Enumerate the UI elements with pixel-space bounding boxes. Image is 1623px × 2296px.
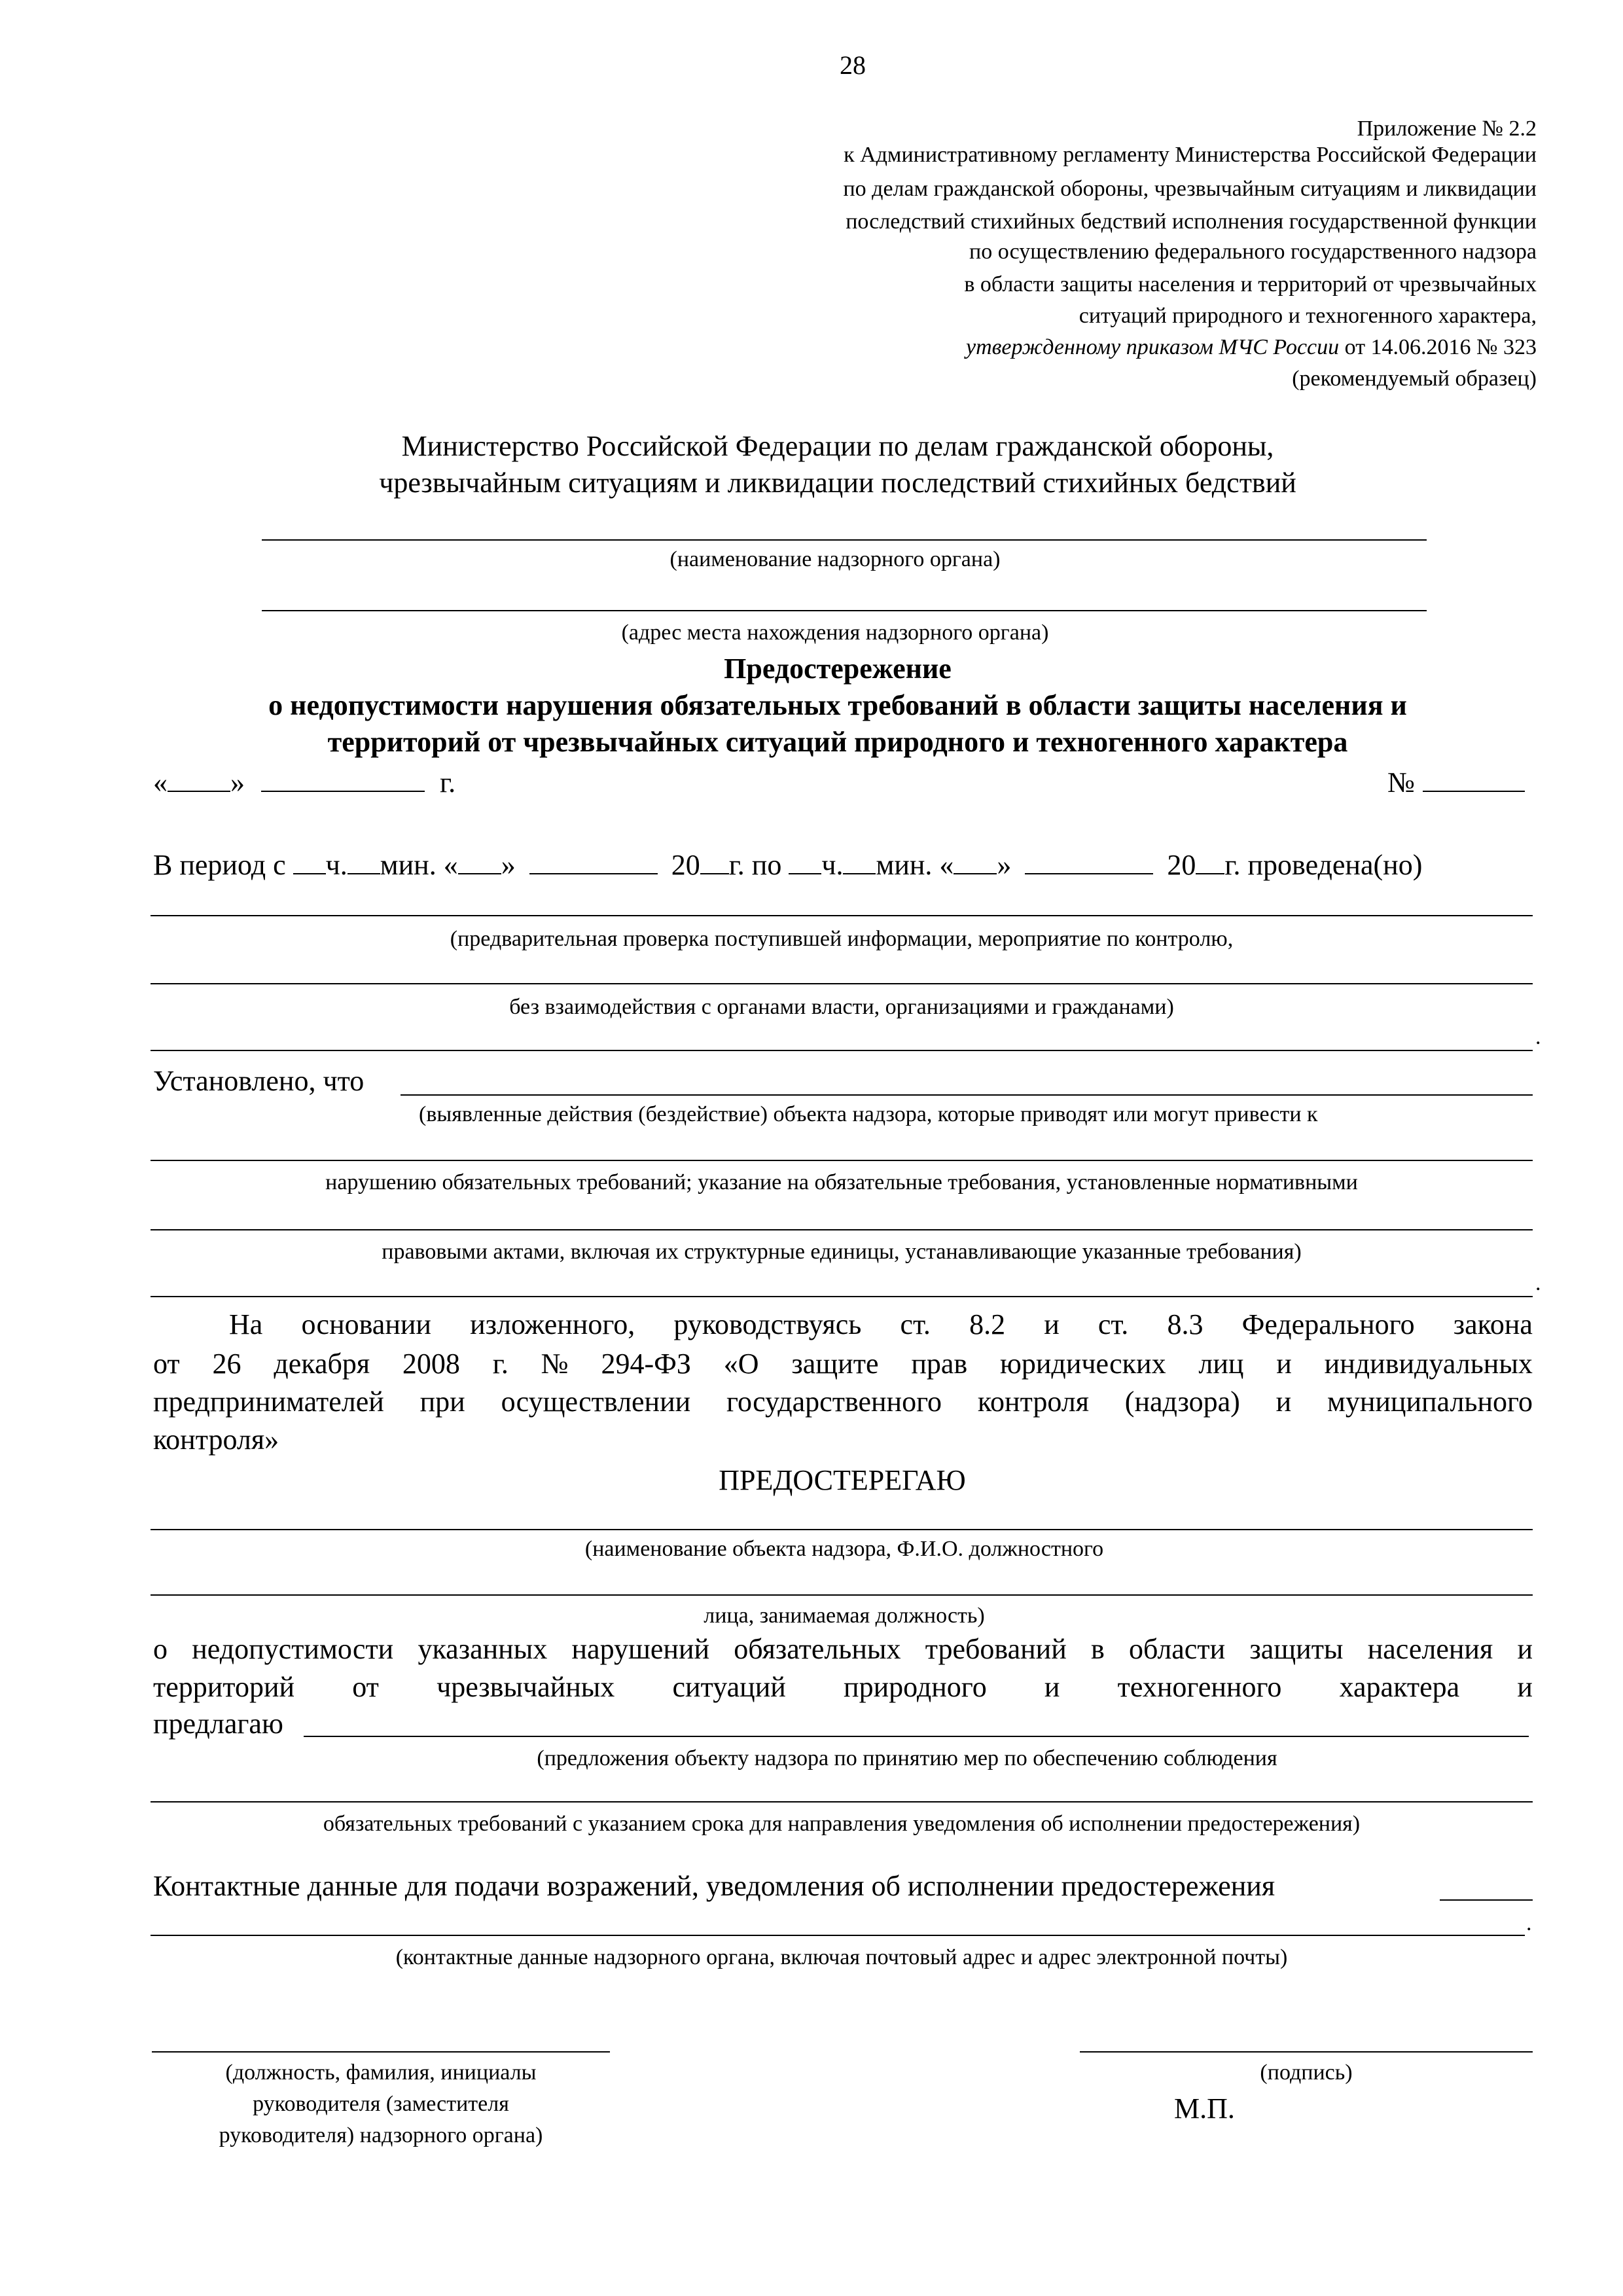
appendix-line: к Административному регламенту Министерства Российской Федерации (844, 143, 1537, 167)
document-subtitle-1: о недопустимости нарушения обязательных требований в области защиты населения и (268, 689, 1407, 721)
period-row (153, 850, 1422, 880)
found-caption-1: (выявленные действия (бездействие) объекта надзора, которые приводят или могут привести к (419, 1102, 1318, 1126)
day-blank (168, 767, 230, 792)
hour-blank (293, 850, 326, 874)
proposal-line (304, 1736, 1529, 1737)
word: 2008 (402, 1348, 460, 1380)
basis-line-2 (153, 1350, 1533, 1378)
period-text: г. по (728, 849, 789, 881)
proposal-caption-1: (предложения объекту надзора по принятию мер по обеспечению соблюдения (537, 1746, 1277, 1770)
signature-caption: (подпись) (1260, 2060, 1353, 2085)
hour-blank (789, 850, 821, 874)
word: руководствуясь (673, 1308, 862, 1340)
appendix-line: по делам гражданской обороны, чрезвычайным ситуациям и ликвидации (843, 177, 1537, 201)
word: и (1044, 1671, 1060, 1703)
inadmissibility-line-2 (153, 1673, 1533, 1702)
word: от (153, 1348, 180, 1380)
found-line (151, 1160, 1533, 1161)
page-number: 28 (840, 50, 866, 80)
date-row (153, 767, 455, 797)
word: декабря (274, 1348, 370, 1380)
word: Федерального (1241, 1308, 1415, 1340)
signature-line (1080, 2051, 1533, 2053)
period-text: ч. (325, 849, 348, 881)
word: характера (1339, 1671, 1460, 1703)
inadmissibility-line-1: о недопустимости указанных нарушений обязательных требований в области защиты населения и (153, 1633, 1533, 1665)
month-blank (1025, 850, 1153, 874)
appendix-approved (966, 336, 1537, 359)
check-line (151, 915, 1533, 916)
approved-prefix: утвержденному приказом МЧС России (966, 335, 1340, 359)
document-subtitle-2: территорий от чрезвычайных ситуаций природного и техногенного характера (327, 726, 1348, 758)
found-caption-2: нарушению обязательных требований; указание на обязательные требования, установленные нормативными (325, 1170, 1358, 1194)
proposal-caption-2: обязательных требований с указанием срока для направления уведомления об исполнении предостережения) (323, 1812, 1361, 1836)
org-address-line (262, 610, 1427, 611)
stamp-mark: М.П. (1174, 2092, 1235, 2125)
found-caption-3: правовыми актами, включая их структурные единицы, устанавливающие указанные требования) (382, 1240, 1302, 1264)
day-blank (458, 850, 501, 874)
appendix-sample: (рекомендуемый образец) (1292, 367, 1537, 391)
word: № (541, 1348, 569, 1380)
word: и (1517, 1671, 1533, 1703)
number-blank (1423, 767, 1525, 792)
period-text: г. проведена(но) (1224, 849, 1423, 881)
established-label: Установлено, что (153, 1065, 365, 1097)
word: закона (1453, 1308, 1533, 1340)
doc-number (1387, 767, 1525, 797)
contacts-label: Контактные данные для подачи возражений, уведомления об исполнении предостережения (153, 1870, 1275, 1902)
check-line (151, 1050, 1533, 1051)
appendix-title: Приложение № 2.2 (1357, 117, 1537, 141)
appendix-line: в области защиты населения и территорий от чрезвычайных (964, 272, 1537, 296)
object-line (151, 1594, 1533, 1596)
period-text: мин. « (380, 849, 458, 881)
period-text: ч. (821, 849, 844, 881)
appendix-line: последствий стихийных бедствий исполнения государственной функции (846, 209, 1537, 234)
object-caption-2: лица, занимаемая должность) (704, 1604, 985, 1628)
word: 294-ФЗ (601, 1348, 691, 1380)
word: чрезвычайных (437, 1671, 615, 1703)
contacts-caption: (контактные данные надзорного органа, включая почтовый адрес и адрес электронной почты) (395, 1945, 1288, 1969)
org-name-line (262, 539, 1427, 541)
word: прав (911, 1348, 968, 1380)
found-line (151, 1296, 1533, 1297)
word: техногенного (1117, 1671, 1282, 1703)
found-dot: . (1535, 1271, 1541, 1295)
contacts-line (1440, 1899, 1533, 1901)
object-line (151, 1529, 1533, 1530)
word: ст. (900, 1308, 931, 1340)
period-text: мин. « (876, 849, 954, 881)
word: территорий (153, 1671, 295, 1703)
found-line (151, 1229, 1533, 1230)
document-title: Предостережение (724, 653, 952, 685)
number-sign: № (1387, 766, 1415, 798)
period-text: » (501, 849, 516, 881)
inadmissibility-line-3: предлагаю (153, 1708, 283, 1740)
check-caption-2: без взаимодействия с органами власти, организациями и гражданами) (509, 995, 1174, 1019)
word: природного (844, 1671, 987, 1703)
official-caption-3: руководителя) надзорного органа) (219, 2123, 543, 2147)
object-caption-1: (наименование объекта надзора, Ф.И.О. должностного (584, 1537, 1104, 1561)
word: защите (791, 1348, 879, 1380)
proposal-line (151, 1801, 1533, 1803)
word: ситуаций (672, 1671, 786, 1703)
word: 26 (212, 1348, 241, 1380)
year-blank (1196, 850, 1224, 874)
word: 8.2 (969, 1308, 1006, 1340)
basis-line-4: контроля» (153, 1424, 279, 1456)
word: ст. (1097, 1308, 1129, 1340)
contacts-dot: . (1526, 1911, 1532, 1935)
day-blank (954, 850, 997, 874)
word: и (1276, 1348, 1292, 1380)
year-suffix: г. (440, 766, 456, 798)
basis-line-1 (229, 1310, 1533, 1339)
word: изложенного, (470, 1308, 635, 1340)
word: индивидуальных (1324, 1348, 1533, 1380)
official-caption-1: (должность, фамилия, инициалы (225, 2060, 537, 2085)
check-dot: . (1535, 1025, 1541, 1049)
year-blank (700, 850, 729, 874)
date-close-quote: » (230, 766, 245, 798)
word: лиц (1198, 1348, 1244, 1380)
official-caption-2: руководителя (заместителя (253, 2092, 509, 2116)
period-text: » (997, 849, 1012, 881)
word: «О (723, 1348, 759, 1380)
org-name-caption: (наименование надзорного органа) (669, 547, 1001, 571)
official-line (152, 2051, 610, 2053)
date-open-quote: « (153, 766, 168, 798)
month-blank (261, 767, 425, 792)
word: от (352, 1671, 379, 1703)
appendix-line: ситуаций природного и техногенного характера, (1079, 304, 1537, 328)
check-line (151, 983, 1533, 984)
word: основании (301, 1308, 431, 1340)
period-text: В период с (153, 849, 293, 881)
basis-line-3: предпринимателей при осуществлении государственного контроля (надзора) и муниципального (153, 1386, 1533, 1418)
word: г. (492, 1348, 508, 1380)
appendix-line: по осуществлению федерального государственного надзора (969, 240, 1537, 264)
warn-word: ПРЕДОСТЕРЕГАЮ (719, 1464, 966, 1496)
check-caption-1: (предварительная проверка поступившей информации, мероприятие по контролю, (450, 927, 1234, 951)
minute-blank (348, 850, 380, 874)
period-text: 20 (1167, 849, 1196, 881)
word: 8.3 (1167, 1308, 1204, 1340)
word: юридических (1000, 1348, 1166, 1380)
org-address-caption: (адрес места нахождения надзорного органа) (621, 620, 1049, 645)
word: На (229, 1308, 263, 1340)
contacts-line (151, 1935, 1525, 1936)
approved-suffix: от 14.06.2016 № 323 (1339, 335, 1537, 359)
month-blank (529, 850, 658, 874)
period-text: 20 (671, 849, 700, 881)
ministry-line-1: Министерство Российской Федерации по делам гражданской обороны, (401, 430, 1274, 462)
minute-blank (843, 850, 876, 874)
word: и (1044, 1308, 1060, 1340)
established-line (401, 1094, 1533, 1096)
ministry-line-2: чрезвычайным ситуациям и ликвидации последствий стихийных бедствий (379, 467, 1296, 499)
